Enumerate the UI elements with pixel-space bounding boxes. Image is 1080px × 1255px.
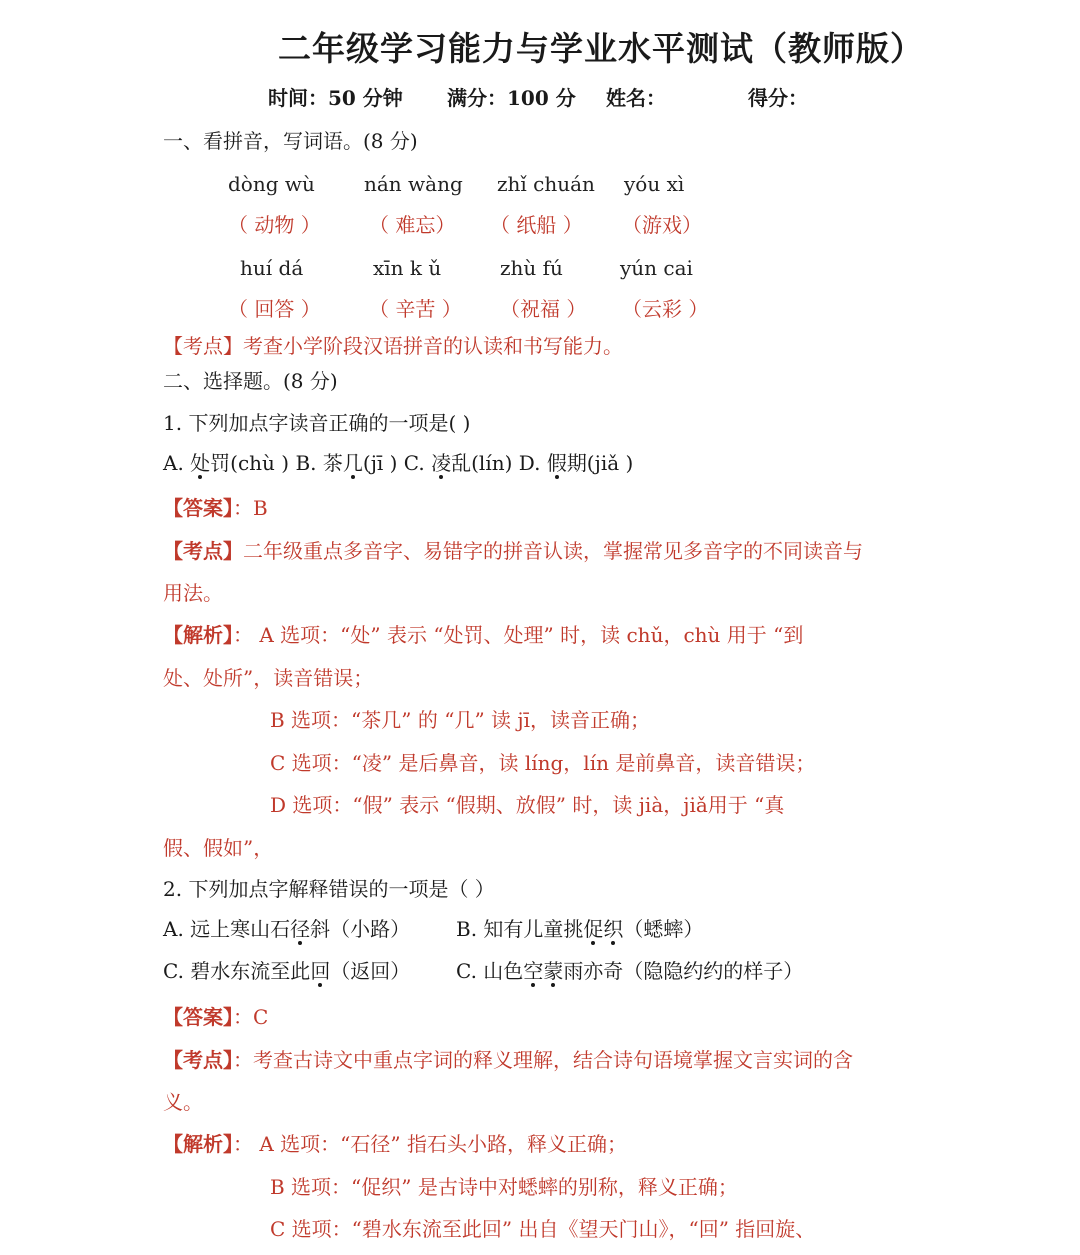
pinyin-item: zhù fú — [500, 256, 563, 280]
dotted-char: 空 — [523, 959, 544, 983]
q2-jiexi: 【解析】： A 选项：“石径” 指石头小路，释义正确； — [163, 1132, 627, 1156]
q2-jiexi-c: C 选项：“碧水东流至此回” 出自《望天门山》，“回” 指回旋、 — [270, 1217, 816, 1241]
q1-jiexi-d-cont: 假、假如”， — [163, 836, 274, 860]
q1-jiexi-d: D 选项：“假” 表示 “假期、放假” 时，读 jià，jiǎ用于 “真 — [270, 793, 785, 817]
q1-kaodian-cont: 用法。 — [163, 581, 223, 605]
q1-jiexi-b: B 选项：“茶几” 的 “几” 读 jī，读音正确； — [270, 708, 650, 732]
q1-stem: 1. 下列加点字读音正确的一项是( ) — [163, 411, 471, 435]
q2-answer: 【答案】：C — [163, 1005, 269, 1029]
q1-options: A. 处罚(chù ) B. 茶几(jī ) C. 凌乱(lín) D. 假期(jiǎ ) — [163, 451, 634, 475]
dotted-char: 促 — [583, 917, 604, 941]
dotted-char: 假 — [546, 451, 567, 475]
student-name-label: 姓名： — [606, 86, 666, 110]
dotted-char: 蒙 — [543, 959, 564, 983]
pinyin-answer: （祝福 ） — [500, 297, 587, 321]
dotted-char: 处 — [190, 451, 211, 475]
pinyin-item: huí dá — [240, 256, 304, 280]
score-label: 得分： — [748, 86, 808, 110]
q1-answer: 【答案】：B — [163, 496, 268, 520]
page-title: 二年级学习能力与学业水平测试（教师版） — [278, 29, 924, 68]
exam-full-score: 满分：100 分 — [447, 86, 576, 110]
section1-kaodian: 【考点】考查小学阶段汉语拼音的认读和书写能力。 — [163, 334, 623, 358]
exam-time: 时间：50 分钟 — [268, 86, 403, 110]
q1-jiexi-c: C 选项：“凌” 是后鼻音，读 líng，lín 是前鼻音，读音错误； — [270, 751, 816, 775]
dotted-char: 几 — [342, 451, 363, 475]
q2-option-b: B. 知有儿童挑促织（蟋蟀） — [456, 917, 704, 941]
pinyin-item: yún cai — [620, 256, 693, 280]
q1-jiexi-cont: 处、处所”，读音错误； — [163, 666, 374, 690]
q1-kaodian: 【考点】二年级重点多音字、易错字的拼音认读，掌握常见多音字的不同读音与 — [163, 539, 863, 563]
pinyin-item: xīn k ǔ — [373, 256, 442, 280]
q2-kaodian-cont: 义。 — [163, 1090, 203, 1114]
pinyin-answer: （游戏） — [622, 213, 702, 237]
dotted-char: 径 — [290, 917, 311, 941]
dotted-char: 回 — [310, 959, 331, 983]
q2-stem: 2. 下列加点字解释错误的一项是（ ） — [163, 877, 495, 901]
q1-jiexi: 【解析】： A 选项：“处” 表示 “处罚、处理” 时，读 chǔ，chù 用于 “到 — [163, 623, 804, 647]
dotted-char: 织 — [603, 917, 624, 941]
pinyin-answer: （ 回答 ） — [228, 297, 321, 321]
q2-jiexi-b: B 选项：“促织” 是古诗中对蟋蟀的别称，释义正确； — [270, 1175, 738, 1199]
pinyin-answer: （ 难忘） — [369, 213, 456, 237]
pinyin-answer: （ 纸船 ） — [490, 213, 583, 237]
q2-option-d: C. 山色空蒙雨亦奇（隐隐约约的样子） — [456, 959, 804, 983]
pinyin-item: yóu xì — [624, 172, 685, 196]
section2-heading: 二、选择题。(8 分) — [163, 369, 338, 393]
section1-heading: 一、看拼音，写词语。(8 分) — [163, 129, 418, 153]
pinyin-item: nán wàng — [364, 172, 463, 196]
q2-option-a: A. 远上寒山石径斜（小路） — [163, 917, 411, 941]
pinyin-answer: （ 辛苦 ） — [369, 297, 462, 321]
pinyin-item: zhǐ chuán — [497, 172, 595, 196]
dotted-char: 凌 — [431, 451, 452, 475]
q2-option-c: C. 碧水东流至此回（返回） — [163, 959, 411, 983]
pinyin-answer: （云彩 ） — [622, 297, 709, 321]
q2-kaodian: 【考点】：考查古诗文中重点字词的释义理解，结合诗句语境掌握文言实词的含 — [163, 1048, 853, 1072]
pinyin-item: dòng wù — [228, 172, 315, 196]
pinyin-answer: （ 动物 ） — [228, 213, 321, 237]
